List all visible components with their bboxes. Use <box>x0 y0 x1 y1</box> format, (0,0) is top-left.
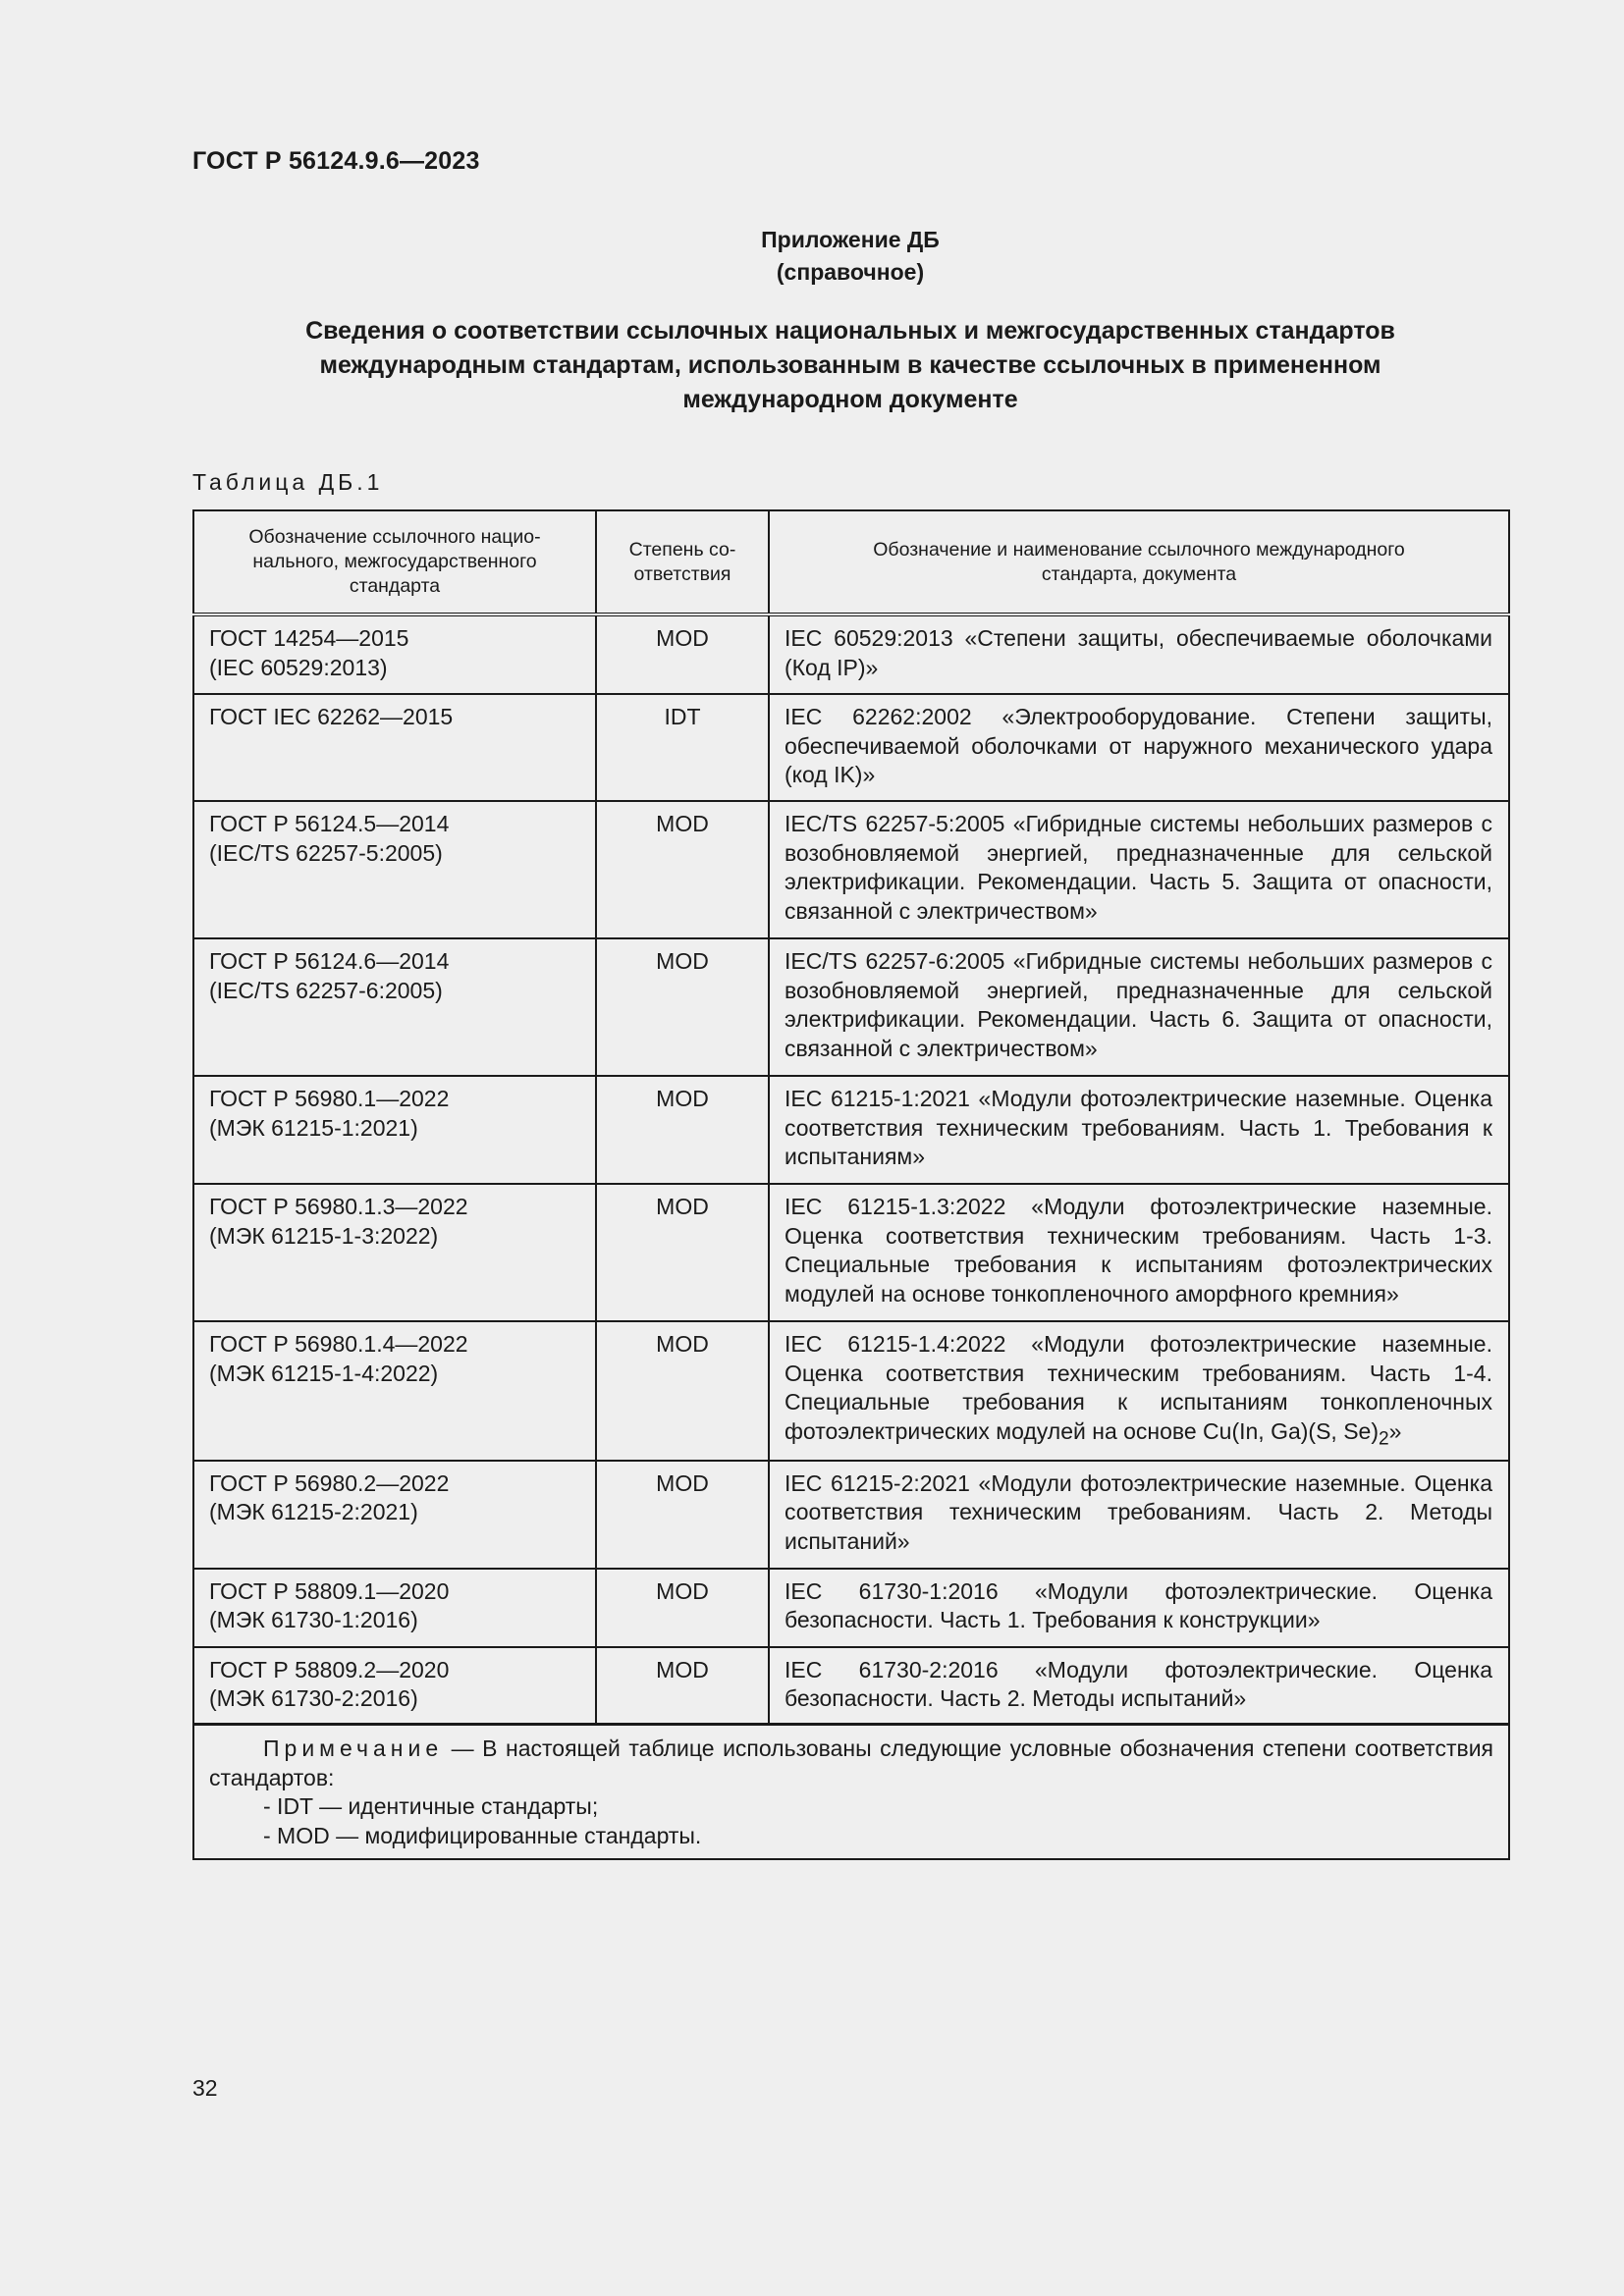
annex-caption-line: международным стандартам, использованным в качестве ссылочных в примененном <box>319 351 1381 379</box>
standard-designation-line: (МЭК 61215-1:2021) <box>209 1114 418 1141</box>
standard-designation-line: (МЭК 61215-2:2021) <box>209 1499 418 1525</box>
table-row <box>193 694 1509 801</box>
annex-caption <box>192 314 1508 417</box>
cell-degree: MOD <box>596 614 769 694</box>
standard-designation-line: (МЭК 61215-1-4:2022) <box>209 1360 439 1386</box>
document-code: ГОСТ Р 56124.9.6—2023 <box>192 147 480 175</box>
cell-international-standard <box>769 614 1509 694</box>
cell-international-standard <box>769 1321 1509 1461</box>
cell-national-standard <box>193 1461 596 1569</box>
international-standard-text: IEC 61215-1.4:2022 «Модули фотоэлектрические наземные. Оценка соответствия техническим требованиям. Часть 1-4. Специальные требования к испытаниям тонкопленочных фотоэлектрических модулей на основе Cu(In, Ga)(S, Se) <box>785 1331 1492 1444</box>
international-standard-text: IEC/TS 62257-5:2005 «Гибридные системы небольших размеров с возобновляемой энергией, предназначенные для сельской электрификации. Рекомендации. Часть 5. Защита от опасности, связанной с электричеством» <box>785 811 1492 924</box>
standard-designation-line: ГОСТ Р 58809.2—2020 <box>209 1656 450 1682</box>
standard-designation-line: (IEC/TS 62257-5:2005) <box>209 839 443 866</box>
note-item: - IDT — идентичные стандарты; <box>263 1793 599 1820</box>
cell-international-standard <box>769 1461 1509 1569</box>
standard-designation-line: ГОСТ IEC 62262—2015 <box>209 704 454 729</box>
standard-designation-line: (МЭК 61730-2:2016) <box>209 1685 418 1712</box>
cell-national-standard <box>193 938 596 1076</box>
international-standard-text: IEC 61215-1.3:2022 «Модули фотоэлектрические наземные. Оценка соответствия техническим требованиям. Часть 1-3. Специальные требования к испытаниям фотоэлектрических модулей на основе тонкопленочного аморфного кремния» <box>785 1194 1492 1307</box>
table-row <box>193 1321 1509 1461</box>
header-degree <box>596 510 769 614</box>
cell-degree: MOD <box>596 1461 769 1569</box>
note-item: - MOD — модифицированные стандарты. <box>263 1822 702 1848</box>
international-standard-text: IEC 61730-1:2016 «Модули фотоэлектрические. Оценка безопасности. Часть 1. Требования к конструкции» <box>785 1577 1492 1633</box>
standard-designation-line: ГОСТ Р 56980.1.4—2022 <box>209 1331 468 1357</box>
standard-designation-line: ГОСТ Р 56980.2—2022 <box>209 1469 450 1496</box>
standard-designation-line: (МЭК 61215-1-3:2022) <box>209 1222 439 1249</box>
table-note-row <box>193 1725 1509 1860</box>
cell-degree: MOD <box>596 1569 769 1647</box>
table-note <box>193 1725 1509 1860</box>
correspondence-table-container <box>192 509 1508 1860</box>
cell-degree: MOD <box>596 1321 769 1461</box>
table-row <box>193 1184 1509 1321</box>
cell-national-standard <box>193 1184 596 1321</box>
cell-national-standard <box>193 1076 596 1184</box>
table-row <box>193 614 1509 694</box>
cell-international-standard <box>769 1184 1509 1321</box>
international-standard-text: IEC/TS 62257-6:2005 «Гибридные системы небольших размеров с возобновляемой энергией, предназначенные для сельской электрификации. Рекомендации. Часть 6. Защита от опасности, связанной с электричеством» <box>785 948 1492 1061</box>
table-body <box>193 614 1509 1725</box>
cell-national-standard <box>193 694 596 801</box>
header-line: Обозначение ссылочного нацио- <box>248 526 541 548</box>
cell-degree: MOD <box>596 938 769 1076</box>
header-line: нального, межгосударственного <box>252 551 537 572</box>
cell-international-standard <box>769 1569 1509 1647</box>
header-line: Обозначение и наименование ссылочного международного <box>873 538 1405 561</box>
cell-national-standard <box>193 801 596 938</box>
correspondence-table <box>192 509 1510 1860</box>
table-row <box>193 1461 1509 1569</box>
table-label: Таблица ДБ.1 <box>192 469 384 495</box>
note-label: Примечание <box>263 1735 444 1762</box>
annex-status: (справочное) <box>776 259 925 285</box>
standard-designation-line: (МЭК 61730-1:2016) <box>209 1607 418 1633</box>
cell-degree: MOD <box>596 1184 769 1321</box>
cell-national-standard <box>193 1647 596 1725</box>
international-standard-text: IEC 61215-1:2021 «Модули фотоэлектрические наземные. Оценка соответствия техническим требованиям. Часть 1. Требования к испытаниям» <box>785 1086 1492 1169</box>
cell-degree: MOD <box>596 1076 769 1184</box>
table-row <box>193 1647 1509 1725</box>
cell-international-standard <box>769 694 1509 801</box>
standard-designation-line: ГОСТ Р 56980.1—2022 <box>209 1086 450 1111</box>
annex-caption-line: Сведения о соответствии ссылочных национальных и межгосударственных стандартов <box>305 317 1395 345</box>
header-line: стандарта, документа <box>1041 562 1237 585</box>
international-standard-text: IEC 60529:2013 «Степени защиты, обеспечиваемые оболочками (Код IP)» <box>785 625 1492 680</box>
standard-designation-line: ГОСТ Р 56124.5—2014 <box>209 811 450 836</box>
international-standard-text: IEC 61730-2:2016 «Модули фотоэлектрические. Оценка безопасности. Часть 2. Методы испытаний» <box>785 1656 1492 1712</box>
table-header-row <box>193 510 1509 614</box>
table-row <box>193 1569 1509 1647</box>
standard-designation-line: (IEC/TS 62257-6:2005) <box>209 977 443 1003</box>
cell-national-standard <box>193 614 596 694</box>
annex-title: Приложение ДБ <box>761 227 940 252</box>
cell-degree: IDT <box>596 694 769 801</box>
international-standard-text: IEC 62262:2002 «Электрооборудование. Степени защиты, обеспечиваемой оболочками от наружного механического удара (код IK)» <box>785 704 1492 787</box>
cell-national-standard <box>193 1569 596 1647</box>
note-text: — В настоящей таблице использованы следующие условные обозначения степени соответствия стандартов: <box>209 1735 1493 1790</box>
standard-designation-line: ГОСТ Р 58809.1—2020 <box>209 1577 450 1604</box>
cell-degree: MOD <box>596 1647 769 1725</box>
annex-caption-line: международном документе <box>682 386 1018 413</box>
cell-international-standard <box>769 1076 1509 1184</box>
header-line: стандарта <box>349 575 441 597</box>
closing-quote: » <box>1388 1417 1402 1444</box>
note-paragraph <box>209 1735 1493 1792</box>
subscript: 2 <box>1379 1428 1389 1450</box>
header-line: Степень со- <box>628 538 736 561</box>
table-row <box>193 1076 1509 1184</box>
table-row <box>193 801 1509 938</box>
standard-designation-line: ГОСТ 14254—2015 <box>209 625 409 651</box>
cell-degree: MOD <box>596 801 769 938</box>
page-number: 32 <box>192 2075 218 2101</box>
annex-heading <box>192 224 1508 289</box>
cell-international-standard <box>769 938 1509 1076</box>
table-row <box>193 938 1509 1076</box>
cell-international-standard <box>769 801 1509 938</box>
international-standard-text: IEC 61215-2:2021 «Модули фотоэлектрические наземные. Оценка соответствия техническим требованиям. Часть 2. Методы испытаний» <box>785 1469 1492 1554</box>
header-national-standard <box>193 510 596 614</box>
standard-designation-line: (IEC 60529:2013) <box>209 654 388 680</box>
header-international-standard <box>769 510 1509 614</box>
standard-designation-line: ГОСТ Р 56124.6—2014 <box>209 948 450 974</box>
cell-national-standard <box>193 1321 596 1461</box>
header-line: ответствия <box>633 562 731 585</box>
cell-international-standard <box>769 1647 1509 1725</box>
standard-designation-line: ГОСТ Р 56980.1.3—2022 <box>209 1194 468 1219</box>
